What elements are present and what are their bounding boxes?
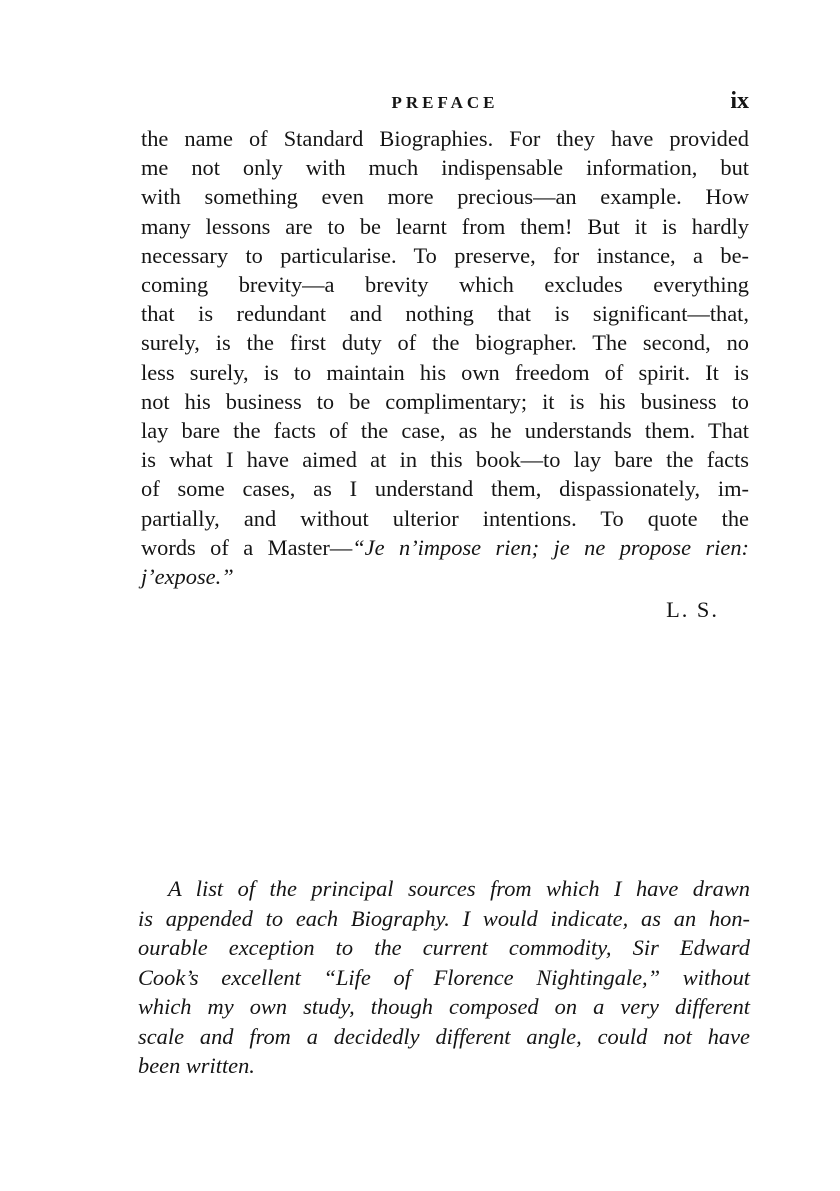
note-line: been written. (138, 1053, 255, 1078)
french-quote-end: j’expose.” (141, 564, 234, 590)
note-line: ourable exception to the current commodity, Sir Edward (138, 935, 750, 960)
preface-body (141, 124, 749, 624)
sources-note (138, 874, 750, 1081)
body-line: less surely, is to maintain his own freedom of spirit. It is (141, 359, 749, 385)
page-number: ix (730, 88, 749, 114)
body-line: with something even more precious—an example. How (141, 184, 749, 210)
body-line: partially, and without ulterior intentions. To quote the (141, 505, 749, 531)
quote-line (141, 533, 749, 562)
body-line: necessary to particularise. To preserve, for instance, a be- (141, 242, 749, 268)
note-line: is appended to each Biography. I would indicate, as an hon- (138, 905, 750, 931)
note-line: Cook’s excellent “Life of Florence Nightingale,” without (138, 964, 750, 990)
note-line: scale and from a decidedly different angle, could not have (138, 1023, 750, 1049)
running-head (141, 89, 749, 121)
body-line: surely, is the first duty of the biographer. The second, no (141, 330, 749, 356)
body-line: that is redundant and nothing that is significant—that, (141, 301, 749, 327)
body-line: lay bare the facts of the case, as he understands them. That (141, 418, 749, 444)
body-line: of some cases, as I understand them, dispassionately, im- (141, 476, 749, 502)
author-signature: L. S. (666, 597, 719, 623)
body-line: many lessons are to be learnt from them! But it is hardly (141, 213, 749, 239)
body-line: not his business to be complimentary; it is his business to (141, 388, 749, 414)
note-line: A list of the principal sources from which I have drawn (168, 876, 750, 901)
body-line: is what I have aimed at in this book—to lay bare the facts (141, 447, 749, 473)
running-title: PREFACE (391, 93, 499, 112)
french-quote: “Je n’impose rien; je ne propose rien: (352, 534, 749, 560)
note-line: which my own study, though composed on a very different (138, 994, 750, 1019)
quote-last-line (141, 562, 749, 591)
body-line: the name of Standard Biographies. For they have provided (141, 126, 749, 151)
body-line: me not only with much indispensable information, but (141, 155, 749, 181)
quote-lead: words of a Master— (141, 534, 353, 560)
body-line: coming brevity—a brevity which excludes everything (141, 272, 749, 298)
